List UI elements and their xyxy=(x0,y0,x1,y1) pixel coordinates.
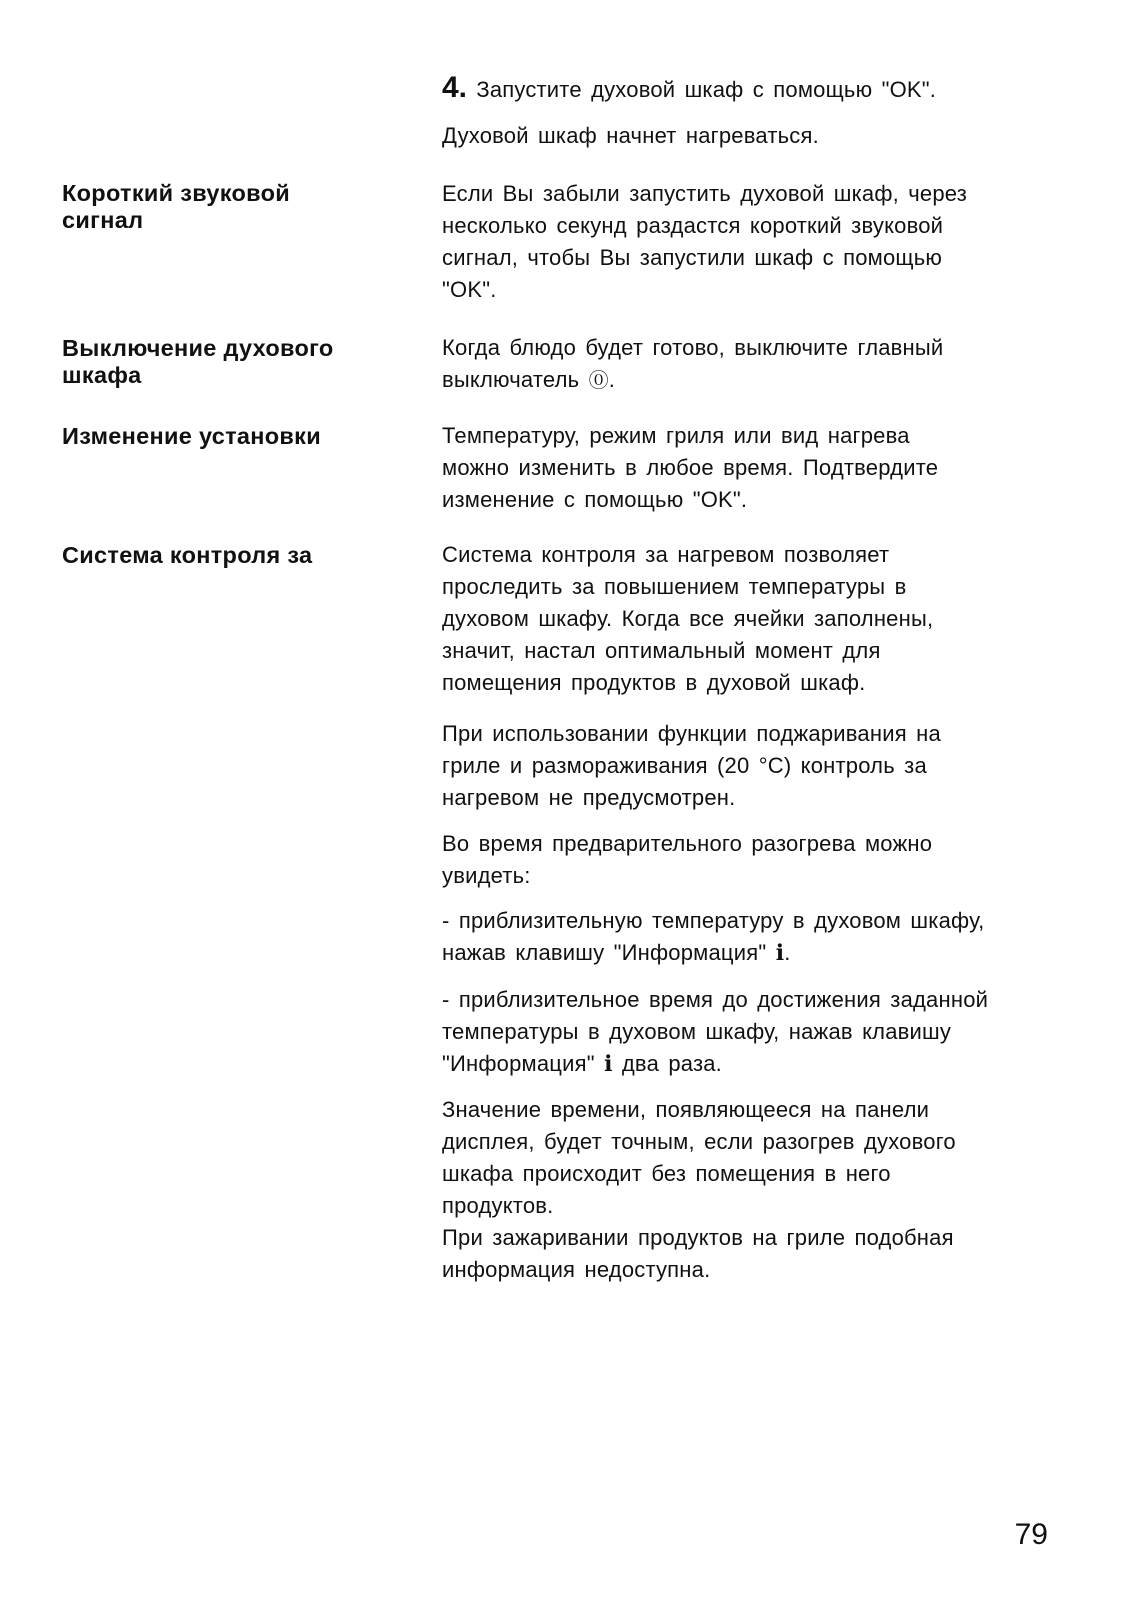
heading-heat-control: Система контроля за xyxy=(62,542,313,568)
paragraph-heat-control-5: - приблизительное время до достижения заданной температуры в духовом шкафу, нажав клавишу "Информация" ℹ два раза. xyxy=(442,987,989,1076)
step-subtext: Духовой шкаф начнет нагреваться. xyxy=(442,123,819,148)
paragraph-heat-control-4: - приблизительную температуру в духовом шкафу, нажав клавишу "Информация" ℹ. xyxy=(442,908,985,965)
heading-switch-off: Выключение духового шкафа xyxy=(62,335,334,388)
paragraph-change-setting: Температуру, режим гриля или вид нагрева можно изменить в любое время. Подтвердите изменение с помощью "OK". xyxy=(442,423,939,512)
paragraph-heat-control-6: Значение времени, появляющееся на панели дисплея, будет точным, если разогрев духового шкафа происходит без помещения в него продуктов. При зажаривании продуктов на гриле подобная информация недоступна. xyxy=(442,1097,956,1282)
paragraph-switch-off: Когда блюдо будет готово, выключите главный выключатель ⓪. xyxy=(442,335,944,392)
paragraph-heat-control-3: Во время предварительного разогрева можно увидеть: xyxy=(442,831,933,888)
step-number: 4. xyxy=(442,71,468,104)
heading-short-beep: Короткий звуковой сигнал xyxy=(62,180,290,233)
page-number: 79 xyxy=(1014,1518,1048,1551)
step-text: Запустите духовой шкаф с помощью "OK". xyxy=(476,77,937,102)
paragraph-heat-control-1: Система контроля за нагревом позволяет проследить за повышением температуры в духовом шкафу. Когда все ячейки заполнены, значит, настал оптимальный момент для помещения продуктов в духовой шкаф. xyxy=(442,542,934,695)
heading-change-setting: Изменение установки xyxy=(62,423,321,449)
step-4 xyxy=(442,72,1082,152)
main-switch-icon: ⓪ xyxy=(588,368,609,392)
paragraph-short-beep: Если Вы забыли запустить духовой шкаф, через несколько секунд раздастся короткий звуковой сигнал, чтобы Вы запустили шкаф с помощью "OK". xyxy=(442,181,968,302)
paragraph-heat-control-2: При использовании функции поджаривания на гриле и размораживания (20 °C) контроль за нагревом не предусмотрен. xyxy=(442,721,941,810)
